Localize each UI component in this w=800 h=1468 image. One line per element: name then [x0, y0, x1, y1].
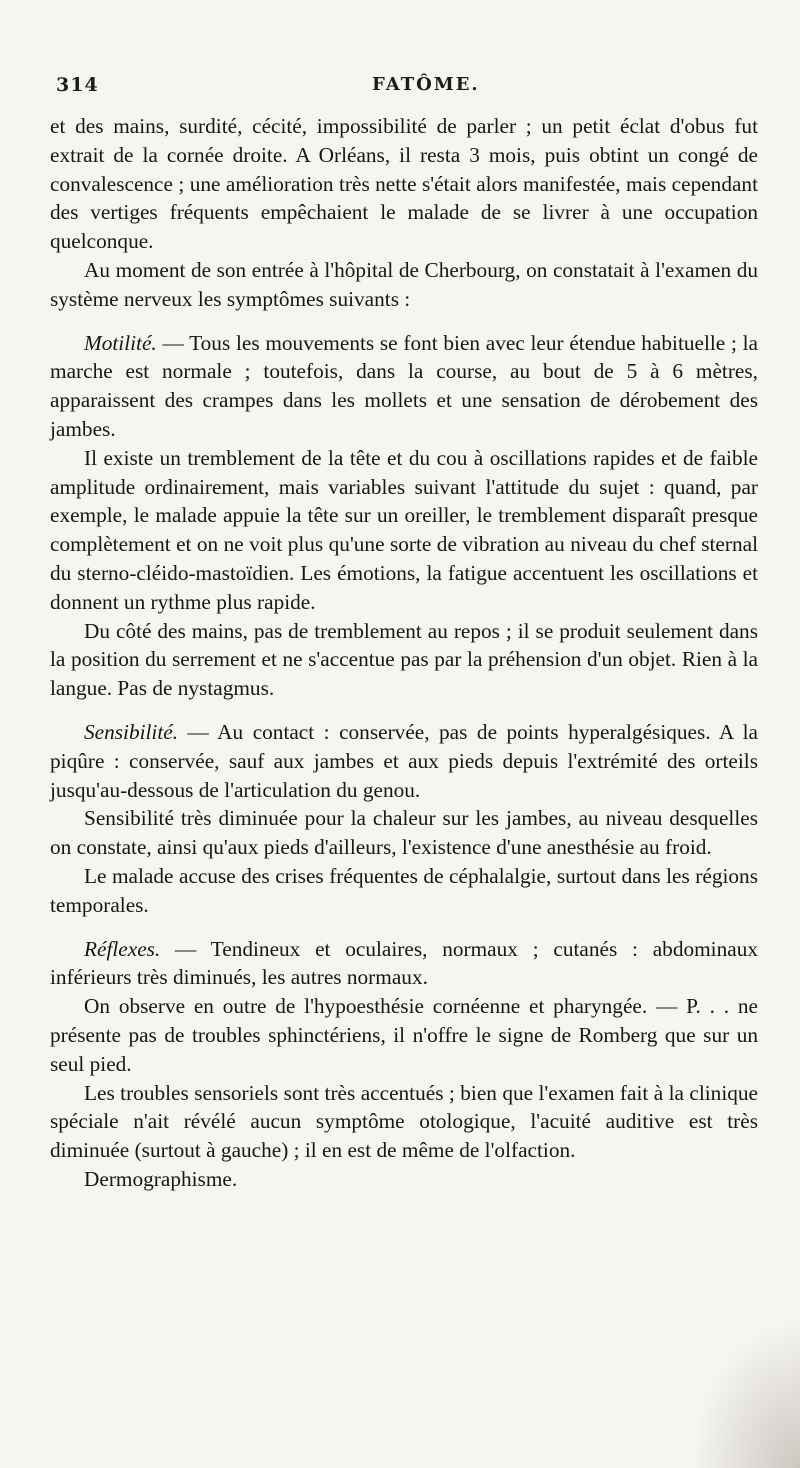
paragraph-4: Il existe un tremblement de la tête et du cou à oscillations rapides et de faible amplitude ordinairement, mais variables suivant l'attitude du sujet : quand, par exemple, le malade appuie la tête sur un oreiller, le tremblement disparaît presque complètement et on ne voit plus qu'une sorte de vibration au niveau du chef sternal du sterno-cléido-mastoïdien. Les émotions, la fatigue accentuent les oscillations et donnent un rythme plus rapide.	[50, 445, 758, 614]
page-number: 314	[56, 74, 99, 96]
reflexes-text: — Tendineux et oculaires, normaux ; cutanés : abdominaux inférieurs très diminués, les autres normaux.	[50, 936, 758, 990]
paragraph-reflexes	[50, 935, 758, 993]
section-heading-sensibilite: Sensibilité.	[84, 719, 179, 744]
page-header	[54, 74, 754, 104]
paragraph-2: Au moment de son entrée à l'hôpital de Cherbourg, on constatait à l'examen du système nerveux les symptômes suivants :	[50, 257, 758, 311]
scan-shadow	[690, 1318, 800, 1468]
paragraph-8: Le malade accuse des crises fréquentes de céphalalgie, surtout dans les régions temporales.	[50, 863, 758, 917]
sensibilite-text: — Au contact : conservée, pas de points hyperalgésiques. A la piqûre : conservée, sauf aux jambes et aux pieds depuis l'extrémité des orteils jusqu'au-dessous de l'articulation du genou.	[50, 719, 758, 802]
running-head: FATÔME.	[372, 74, 480, 95]
paragraph-1: et des mains, surdité, cécité, impossibilité de parler ; un petit éclat d'obus fut extrait de la cornée droite. A Orléans, il resta 3 mois, puis obtint un congé de convalescence ; une amélioration très nette s'était alors manifestée, mais cependant des vertiges fréquents empêchaient le malade de se livrer à une occupation quelconque.	[50, 114, 758, 254]
paragraph-11: Les troubles sensoriels sont très accentués ; bien que l'examen fait à la clinique spéciale n'ait révélé aucun symptôme otologique, l'acuité auditive est très diminuée (surtout à gauche) ; il en est de même de l'olfaction.	[50, 1080, 758, 1163]
paragraph-10: On observe en outre de l'hypoesthésie cornéenne et pharyngée. — P. . . ne présente pas de troubles sphinctériens, il n'offre le signe de Romberg que sur un seul pied.	[50, 994, 758, 1076]
motilite-text: — Tous les mouvements se font bien avec leur étendue habituelle ; la marche est normale ; toutefois, dans la course, au bout de 5 à 6 mètres, apparaissent des crampes dans les mollets et une sensation de dérobement des jambes.	[50, 330, 758, 441]
paragraph-7: Sensibilité très diminuée pour la chaleur sur les jambes, au niveau desquelles on constate, ainsi qu'aux pieds d'ailleurs, l'existence d'une anesthésie au froid.	[50, 806, 758, 860]
paragraph-motilite	[50, 329, 758, 444]
paragraph-sensibilite	[50, 718, 758, 804]
paragraph-12: Dermographisme.	[84, 1166, 238, 1191]
section-heading-reflexes: Réflexes.	[84, 936, 161, 961]
paragraph-5: Du côté des mains, pas de tremblement au repos ; il se produit seulement dans la position du serrement et ne s'accentue pas par la préhension d'un objet. Rien à la langue. Pas de nystagmus.	[50, 618, 758, 701]
page-body	[50, 112, 758, 1194]
section-heading-motilite: Motilité.	[84, 330, 157, 355]
